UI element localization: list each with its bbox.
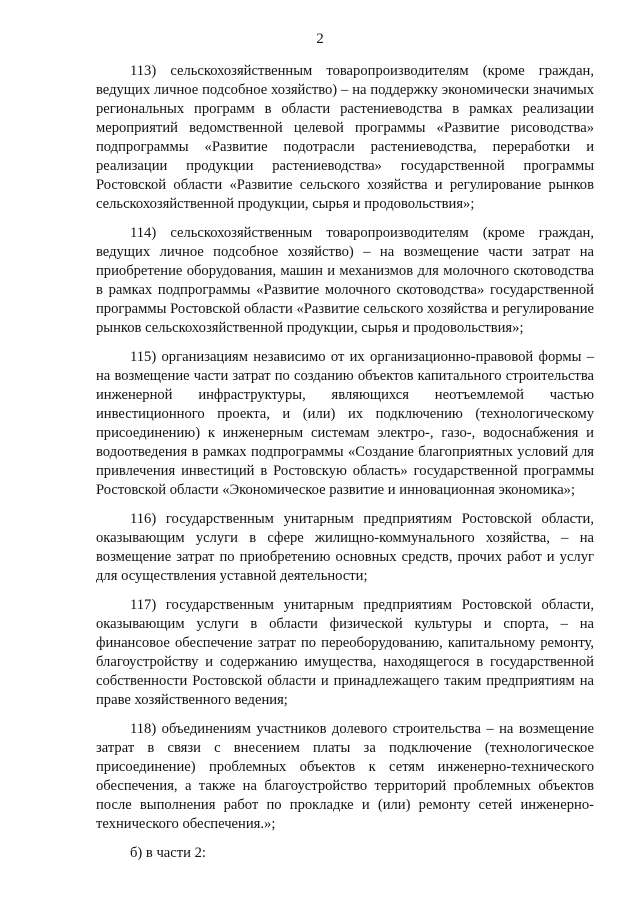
paragraph-115: 115) организациям независимо от их организационно-правовой формы – на возмещение части затрат по созданию объектов капитального строительства инженерной инфраструктуры, являющихся неотъемлемой частью инвестиционного проекта, и (или) их подключению (технологическому присоединению) к инженерным системам электро-, газо-, водоснабжения и водоотведения в рамках подпрограммы «Создание благоприятных условий для привлечения инвестиций в Ростовскую область» государственной программы Ростовской области «Экономическое развитие и инновационная экономика»; — [96, 349, 594, 498]
document-body — [96, 62, 594, 863]
paragraph-118: 118) объединениям участников долевого строительства – на возмещение затрат в связи с внесением платы за подключение (технологическое присоединение) проблемных объектов к сетям инженерно-технического обеспечения, а также на благоустройство территорий проблемных объектов после выполнения работ по прокладке и (или) ремонту сетей инженерно-технического обеспечения.»; — [96, 721, 594, 832]
paragraph-116: 116) государственным унитарным предприятиям Ростовской области, оказывающим услуги в сфере жилищно-коммунального хозяйства, – на возмещение затрат по приобретению основных средств, прочих работ и услуг для осуществления уставной деятельности; — [96, 511, 594, 584]
paragraph-113: 113) сельскохозяйственным товаропроизводителям (кроме граждан, ведущих личное подсобное хозяйство) – на поддержку экономически значимых региональных программ в области растениеводства в рамках реализации мероприятий ведомственной целевой программы «Развитие рисоводства» подпрограммы «Развитие подотрасли растениеводства, переработки и реализации продукции растениеводства» государственной программы Ростовской области «Развитие сельского хозяйства и регулирование рынков сельскохозяйственной продукции, сырья и продовольствия»; — [96, 63, 594, 212]
paragraph-114: 114) сельскохозяйственным товаропроизводителям (кроме граждан, ведущих личное подсобное хозяйство) – на возмещение части затрат на приобретение оборудования, машин и механизмов для молочного скотоводства в рамках подпрограммы «Развитие молочного скотоводства» государственной программы Ростовской области «Развитие сельского хозяйства и регулирование рынков сельскохозяйственной продукции, сырья и продовольствия»; — [96, 225, 594, 336]
paragraph-117: 117) государственным унитарным предприятиям Ростовской области, оказывающим услуги в области физической культуры и спорта, – на финансовое обеспечение затрат по переоборудованию, капитальному ремонту, благоустройству и содержанию имущества, находящегося в государственной собственности Ростовской области и принадлежащего таким предприятиям на праве хозяйственного ведения; — [96, 597, 594, 708]
page-number: 2 — [316, 31, 324, 47]
paragraph-part-2-heading: б) в части 2: — [130, 845, 206, 861]
